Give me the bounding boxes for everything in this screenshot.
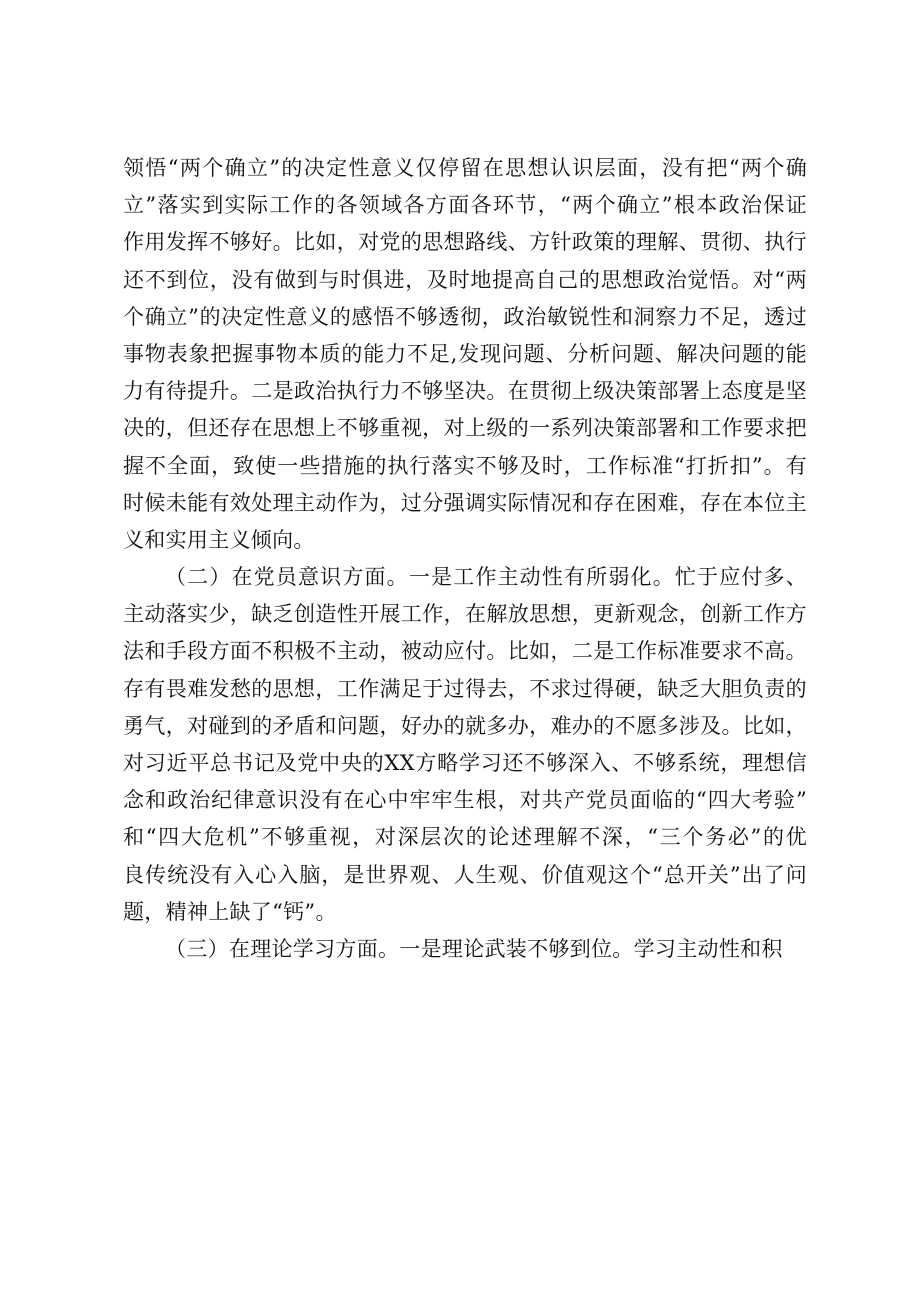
body-line-11: 义和实用主义倾向。 [123,527,315,552]
section-heading-line-2: （二）在党员意识方面。一是工作主动性有所弱化。忙于应付多、 [165,565,807,590]
body-line-15: 存有畏难发愁的思想，工作满足于过得去，不求过得硬，缺乏大胆负责的 [123,676,807,701]
body-line-3: 作用发挥不够好。比如，对党的思想路线、方针政策的理解、贯彻、执行 [123,230,807,255]
body-line-2: 立”落实到实际工作的各领域各方面各环节，“两个确立”根本政治保证 [123,193,807,218]
body-line-17: 对习近平总书记及党中央的XX方略学习还不够深入、不够系统，理想信 [123,751,807,775]
body-line-6: 事物表象把握事物本质的能力不足,发现问题、分析问题、解决问题的能 [123,341,807,366]
body-line-21: 题，精神上缺了“钙”。 [123,899,337,924]
body-line-4: 还不到位，没有做到与时俱进，及时地提高自己的思想政治觉悟。对“两 [123,267,807,292]
body-line-20: 良传统没有入心入脑，是世界观、人生观、价值观这个“总开关”出了问 [123,862,807,887]
body-line-19: 和“四大危机”不够重视，对深层次的论述理解不深，“三个务必”的优 [123,825,807,850]
body-line-10: 时候未能有效处理主动作为，过分强调实际情况和存在困难，存在本位主 [123,490,807,515]
body-line-8: 决的，但还存在思想上不够重视，对上级的一系列决策部署和工作要求把 [123,416,807,441]
section-heading-line-3: （三）在理论学习方面。一是理论武装不够到位。学习主动性和积 [165,936,783,961]
body-line-7: 力有待提升。二是政治执行力不够坚决。在贯彻上级决策部署上态度是坚 [123,379,807,404]
document-body [123,150,807,968]
body-line-14: 法和手段方面不积极不主动，被动应付。比如，二是工作标准要求不高。 [123,639,807,664]
body-line-18: 念和政治纪律意识没有在心中牢牢生根，对共产党员面临的“四大考验” [123,788,807,813]
body-line-1: 领悟“两个确立”的决定性意义仅停留在思想认识层面，没有把“两个确 [123,156,807,180]
body-line-16: 勇气，对碰到的矛盾和问题，好办的就多办，难办的不愿多涉及。比如， [123,713,807,738]
body-line-5: 个确立”的决定性意义的感悟不够透彻，政治敏锐性和洞察力不足，透过 [123,304,807,329]
body-line-13: 主动落实少，缺乏创造性开展工作，在解放思想，更新观念，创新工作方 [123,602,807,627]
body-line-9: 握不全面，致使一些措施的执行落实不够及时，工作标准“打折扣”。有 [123,453,807,478]
